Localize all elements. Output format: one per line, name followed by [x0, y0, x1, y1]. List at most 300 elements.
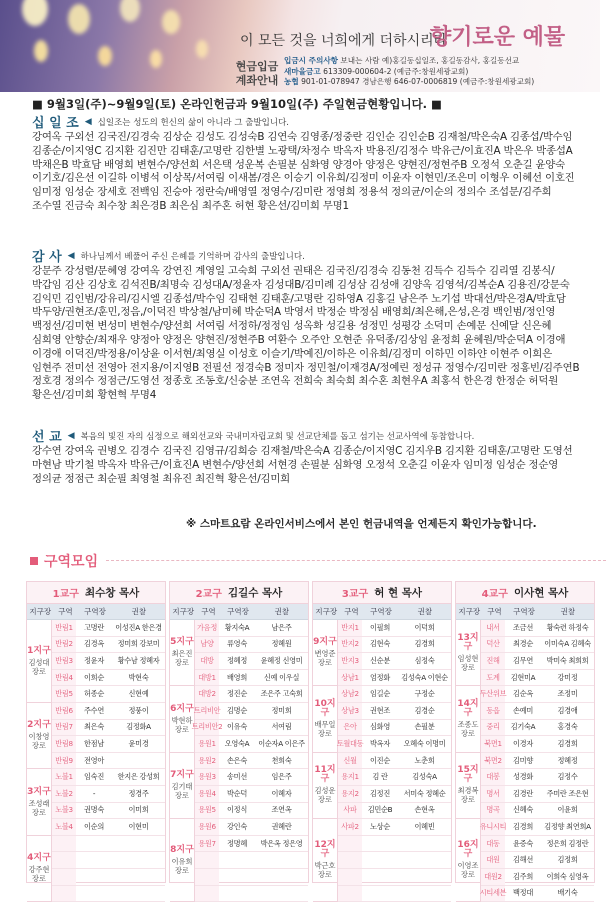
area-name — [338, 869, 362, 885]
area-leader: 신혜숙 — [505, 803, 541, 819]
table-row — [195, 637, 308, 654]
area-deacon: 천희숙 — [255, 753, 308, 769]
table-row — [52, 769, 165, 786]
column-header: 지구장 — [456, 604, 483, 619]
area-name: 반림9 — [52, 753, 76, 769]
column-header: 권찰 — [399, 604, 451, 619]
area-deacon — [112, 753, 165, 769]
area-name: 반지3 — [338, 653, 362, 669]
dashed-divider — [106, 560, 606, 561]
zone-cell — [456, 686, 480, 752]
area-leader: 박옥자 — [362, 736, 398, 752]
area-deacon — [398, 886, 451, 902]
zone-leader: 김성운 장로 — [313, 786, 337, 804]
area-deacon: 이미숙A 김혜숙 — [541, 637, 594, 653]
area-name: 반림5 — [52, 686, 76, 702]
zone-name: 15지구 — [456, 766, 480, 784]
table-row — [338, 736, 451, 753]
district-number: 3교구 — [342, 585, 368, 600]
area-deacon: 신예 이우실 — [255, 670, 308, 686]
area-deacon: 윤미경 — [112, 736, 165, 752]
area-name — [52, 836, 76, 852]
table-row — [195, 753, 308, 770]
brand-title: 향기로운 예물 — [430, 20, 565, 51]
table-row — [195, 736, 308, 753]
area-name: 용지1 — [338, 769, 362, 785]
area-name: 시티세븐 — [481, 886, 505, 902]
area-deacon: 정풍이 — [112, 703, 165, 719]
district-number: 2교구 — [196, 585, 222, 600]
district-pastor: 이사현 목사 — [514, 585, 568, 600]
district-number: 4교구 — [482, 585, 508, 600]
area-name: 두산위브 — [481, 686, 505, 702]
area-deacon: 한지은 강성희 — [112, 769, 165, 785]
offering-period-banner: ■ 9월3일(주)~9월9일(토) 온라인헌금과 9월10일(주) 주일현금현황입니다. ■ — [32, 96, 442, 112]
zone-cell — [170, 819, 194, 902]
zone-name: 16지구 — [456, 841, 480, 859]
area-leader: 신순분 — [362, 653, 398, 669]
zone-cell — [27, 703, 51, 769]
area-leader: 김주희 — [505, 869, 541, 885]
table-row — [52, 670, 165, 687]
table-row — [52, 736, 165, 753]
district-table — [169, 581, 309, 883]
column-header: 지구장 — [170, 604, 197, 619]
area-deacon — [112, 886, 165, 902]
table-row — [195, 703, 308, 720]
district-pastor: 허 현 목사 — [374, 585, 422, 600]
area-name: 대방2 — [195, 686, 219, 702]
area-deacon: 오혜숙 이명미 — [398, 736, 451, 752]
account-info — [284, 56, 534, 88]
area-name: 사파 — [338, 803, 362, 819]
donor-names: 강문주 강성렬/문혜영 강여옥 강연진 계영일 고숙희 구외선 권태은 김국진/김경숙 김동천 김득수 김득수 김리열 김봉식/박갑임 김산 김상호 김석진B/최명숙 김성대A/정윤자 김성대B/김미례 김성삼 김성애 김양옥 김영석/김복순A 김용진/강문숙 김익민 김인범/강유리/김시엘 김종섭/박수임 김태현 김태훈/고명란 김하영A 김홍길 남은주 노기섭 박대선/박은경A/박효담 박두양/권현조/훈민,정음,/이덕진 박상철/남미혜 박순덕A 박영서 박정순 박정심 배영희/최은해,은성,은경 백인범/정인영 백정선/김미현 변성미 변현수/양선희 서여림 서정하/정정임 성옥화 성길용 성정민 성평강 소덕미 손예문 신예달 신은혜 심희영 안향순/최재우 양정아 양정은 양현진/정현주B 여환수 오주안 오현준 유덕종/김상임 윤정희 윤혜원/박순덕A 이경애 이경애 이덕진/박정용/이상윤 이서현/최영실 이성호 이슬기/박예진/이하은 이유희/김정미 이하민 이하얀 이현주 이희은 임현주 전미선 전영아 전지용/이지영B 전필선 정경숙B 정미자 정민철/이재경A/정예린 정성규 정영수/김미란 정홍빈/김주연B 정호경 정의수 정점근/도영선 정종호 조동호/신숭분 조연옥 전희숙 최숙희 최수혼 최현우A 최홍석 한은경 한정순 허덕원 황은선/김미희 황현혁 무명4 — [32, 265, 580, 403]
area-name: 반림7 — [52, 720, 76, 736]
area-deacon: 권혜란 — [255, 819, 308, 835]
area-leader: 권현조 — [362, 703, 398, 719]
area-name: 대방 — [195, 653, 219, 669]
area-name: 반림8 — [52, 736, 76, 752]
area-name: 반림2 — [52, 637, 76, 653]
area-deacon — [255, 886, 308, 902]
area-name: 북면2 — [481, 753, 505, 769]
area-leader: 이순의 — [76, 819, 112, 835]
area-deacon: 임은주 — [255, 769, 308, 785]
area-leader: 최은숙 — [76, 720, 112, 736]
table-row — [52, 886, 165, 902]
zone-leader: 이창영 장로 — [27, 732, 51, 750]
zone-name: 12지구 — [313, 841, 337, 859]
table-row — [481, 653, 594, 670]
table-row — [52, 620, 165, 637]
area-leader — [362, 852, 398, 868]
area-leader: 오영숙A — [219, 736, 255, 752]
area-name: 반림6 — [52, 703, 76, 719]
zone-cell — [170, 753, 194, 819]
column-header: 지구장 — [27, 604, 54, 619]
district-table — [26, 581, 166, 883]
district-number: 1교구 — [53, 585, 79, 600]
zone-leader: 변영준 장로 — [313, 649, 337, 667]
section-title: 십 일 조 — [32, 112, 79, 131]
area-deacon: 이윤희 — [541, 803, 594, 819]
table-row — [481, 836, 594, 853]
area-deacon: 노춘희 — [398, 753, 451, 769]
area-deacon: 정미희 강보미 — [112, 637, 165, 653]
area-deacon: 정혜원 — [255, 637, 308, 653]
area-name: 노블1 — [52, 769, 76, 785]
area-name: 도계 — [481, 670, 505, 686]
district-header — [170, 582, 308, 604]
section-thanks — [32, 246, 580, 403]
table-row — [338, 720, 451, 737]
zone-cell — [27, 769, 51, 835]
zone-name: 13지구 — [456, 634, 480, 652]
section-mission — [32, 426, 580, 486]
area-deacon: 주미란 조은현 — [541, 786, 594, 802]
area-leader: 권명숙 — [76, 803, 112, 819]
area-leader: 이희순 — [76, 670, 112, 686]
area-leader: 강인숙 — [219, 819, 255, 835]
table-row — [195, 786, 308, 803]
table-row — [481, 686, 594, 703]
table-row — [52, 803, 165, 820]
zone-name: 3지구 — [27, 788, 51, 797]
area-leader: 이정식 — [219, 803, 255, 819]
area-leader: 황지숙A — [219, 620, 255, 636]
area-name: 노블3 — [52, 803, 76, 819]
zone-cell — [456, 753, 480, 819]
area-deacon: 이미희 — [112, 803, 165, 819]
zone-leader: 이영조 장로 — [456, 861, 480, 879]
area-name: 토월대동 — [338, 736, 362, 752]
table-row — [52, 869, 165, 886]
area-leader: 한점남 — [76, 736, 112, 752]
area-deacon: 서미숙 정혜순 — [398, 786, 451, 802]
area-leader: 김미향 — [505, 753, 541, 769]
table-row — [338, 670, 451, 687]
area-deacon: 김정수 — [541, 769, 594, 785]
area-name: 상남3 — [338, 703, 362, 719]
table-row — [481, 786, 594, 803]
donor-names: 강수연 강여옥 권병오 김경수 김국진 김영규/김희승 김재철/박은숙A 김종순/이지영C 김지우B 김지환 김태훈/고명란 도영선 마현남 박기철 박옥자 박유근/이효진A 변현수/양선희 서현경 손필분 심화영 오정석 오춘길 이윤자 임미정 임성순 정순영 정의균 정점근 최순필 최영철 최유진 최진혁 황은선/김미희 — [32, 445, 580, 486]
table-row — [338, 869, 451, 886]
chevron-right-icon: ◀ — [85, 117, 92, 127]
table-row — [481, 869, 594, 886]
section-subtitle: 십일조는 성도의 헌신의 삶이 아니라 그 출발입니다. — [98, 116, 289, 128]
zone-name: 4지구 — [27, 854, 51, 863]
donor-names: 강여옥 구외선 김국진/김경숙 김상순 김성도 김성숙B 김연숙 김영종/정중란 김인순 김인순B 김재철/박은숙A 김종섭/박수임 김종순/이지영C 김지환 김진만 김태훈/고명란 김한별 노광택/차정수 박옥자 박용진/김정수 박유근/이효진A 박은우 박종섭A 박채은B 박효담 배영희 변현수/양선희 서은택 성운복 손필분 심화영 양경아 양정은 양현진/정현주B 오정석 오춘길 윤양숙 이기호/김은선 이길하 이병석 이상목/서여림 이새봄/경은 이승기 이유희/김정미 이윤자 이현민/조은미 이형우 이혜선 이호진 임미정 임성순 장세호 전백임 진승아 정란숙/배영열 정영수/김미란 정영희 정용석 정의균/이순의 정의수 조섭문/김주희 조수열 진금숙 최수창 최은경B 최은심 최주혼 허현 황은선/김미희 무명1 — [32, 131, 580, 214]
area-name: 용원7 — [195, 836, 219, 852]
table-row — [338, 836, 451, 853]
table-row — [52, 786, 165, 803]
chevron-right-icon: ◀ — [68, 431, 75, 441]
column-header: 권찰 — [256, 604, 308, 619]
area-name — [52, 852, 76, 868]
zone-cell — [456, 620, 480, 686]
section-title: 감 사 — [32, 246, 62, 265]
table-row — [195, 819, 308, 836]
column-header: 구역 — [197, 604, 221, 619]
table-row — [338, 703, 451, 720]
table-row — [52, 686, 165, 703]
table-row — [481, 637, 594, 654]
area-deacon — [398, 836, 451, 852]
column-header: 구역장 — [363, 604, 398, 619]
table-row — [338, 686, 451, 703]
area-leader: 정명혜 — [219, 836, 255, 852]
column-header: 구역 — [54, 604, 78, 619]
table-row — [195, 620, 308, 637]
zone-leader: 최은진 장로 — [170, 649, 194, 667]
area-deacon: 이혜자 — [255, 786, 308, 802]
table-row — [338, 753, 451, 770]
table-row — [195, 653, 308, 670]
zone-name: 11지구 — [313, 766, 337, 784]
area-leader — [219, 869, 255, 885]
area-leader: 전영아 — [76, 753, 112, 769]
table-row — [338, 852, 451, 869]
district-header — [456, 582, 594, 604]
table-row — [338, 620, 451, 637]
area-leader — [362, 886, 398, 902]
area-leader: 백정대 — [505, 886, 541, 902]
table-row — [52, 720, 165, 737]
zone-name: 5지구 — [170, 638, 194, 647]
table-row — [195, 686, 308, 703]
area-leader: 최경순 — [505, 637, 541, 653]
area-deacon: 김경희 — [398, 637, 451, 653]
area-leader — [362, 836, 398, 852]
slogan: 이 모든 것을 너희에게 더하시리라 — [240, 30, 447, 50]
area-name: 명곡 — [481, 803, 505, 819]
area-leader: - — [76, 786, 112, 802]
area-deacon: 조정미 — [541, 686, 594, 702]
column-header: 권찰 — [113, 604, 165, 619]
area-deacon: 서여림 — [255, 720, 308, 736]
district-table — [455, 581, 595, 883]
zone-cell — [170, 686, 194, 752]
table-row — [195, 869, 308, 886]
section-subtitle: 하나님께서 베풀어 주신 은혜를 기억하며 감사의 출발입니다. — [81, 250, 305, 262]
account-line: 농협 901-01-078947 경남은행 646-07-0006819 (예금주:창원세광교회) — [284, 77, 534, 88]
area-name: 대봉 — [481, 769, 505, 785]
area-leader: 김기숙A — [505, 720, 541, 736]
table-row — [338, 769, 451, 786]
table-row — [52, 653, 165, 670]
area-deacon — [398, 869, 451, 885]
area-name: 은아 — [338, 720, 362, 736]
area-name: 유니시티 — [481, 819, 505, 835]
area-name: 용지2 — [338, 786, 362, 802]
zone-cell — [27, 836, 51, 902]
area-name: 중리 — [481, 720, 505, 736]
chevron-right-icon: ◀ — [68, 251, 75, 261]
table-row — [195, 836, 308, 853]
area-leader: 김정진 — [362, 786, 398, 802]
area-name: 가음정 — [195, 620, 219, 636]
area-leader: 임길순 — [362, 686, 398, 702]
area-leader — [76, 886, 112, 902]
area-name: 용원1 — [195, 736, 219, 752]
area-deacon: 김경순 — [398, 703, 451, 719]
area-leader: 송미선 — [219, 769, 255, 785]
zone-name: 7지구 — [170, 771, 194, 780]
area-name: 대원 — [481, 852, 505, 868]
area-deacon: 김경희 — [541, 736, 594, 752]
area-name: 남양 — [195, 637, 219, 653]
area-name: 노블2 — [52, 786, 76, 802]
groups-title: 구역모임 — [44, 551, 98, 571]
zone-leader: 김성대 장로 — [27, 658, 51, 676]
table-row — [481, 819, 594, 836]
table-row — [338, 637, 451, 654]
table-row — [481, 703, 594, 720]
account-line: 새마을금고 613309-000604-2 (예금주:창원세광교회) — [284, 67, 534, 78]
area-leader — [76, 852, 112, 868]
area-leader: 손은숙 — [219, 753, 255, 769]
column-header: 구역장 — [77, 604, 112, 619]
area-deacon: 김정희 — [541, 852, 594, 868]
table-row — [52, 819, 165, 836]
zone-cell — [456, 819, 480, 902]
area-leader: 정진순 — [219, 686, 255, 702]
zone-cell — [170, 620, 194, 686]
zone-leader: 강주현 장로 — [27, 865, 51, 883]
area-deacon: 박미숙 최희희 — [541, 653, 594, 669]
area-deacon: 김정화A — [112, 720, 165, 736]
online-service-note: ※ 스마트요람 온라인서비스에서 본인 헌금내역을 언제든지 확인가능합니다. — [186, 516, 537, 531]
area-leader: 김무연 — [505, 653, 541, 669]
area-leader: 이유숙 — [219, 720, 255, 736]
area-name — [195, 852, 219, 868]
area-leader: 주수연 — [76, 703, 112, 719]
column-headers — [27, 604, 165, 620]
area-leader: 김현미A — [505, 670, 541, 686]
area-deacon: 윤혜정 신영미 — [255, 653, 308, 669]
table-row — [195, 670, 308, 687]
area-deacon: 홍경숙 — [541, 720, 594, 736]
account-title: 현금입금 계좌안내 — [232, 60, 282, 88]
area-name — [338, 886, 362, 902]
area-leader: 김경란 — [505, 786, 541, 802]
area-name — [338, 852, 362, 868]
area-name: 사파2 — [338, 819, 362, 835]
zone-name: 2지구 — [27, 721, 51, 730]
zone-leader: 최경복 장로 — [456, 786, 480, 804]
area-name: 반림1 — [52, 620, 76, 636]
zone-name: 1지구 — [27, 647, 51, 656]
area-deacon: 정은희 김정란 — [541, 836, 594, 852]
area-deacon: 배기숙 — [541, 886, 594, 902]
area-name — [338, 836, 362, 852]
area-name: 트리비안2 — [195, 720, 219, 736]
area-leader: 성경화 — [505, 769, 541, 785]
zone-leader: 박현하 장로 — [170, 716, 194, 734]
column-headers — [170, 604, 308, 620]
area-deacon: 이희숙 심영옥 — [541, 869, 594, 885]
area-leader — [219, 852, 255, 868]
zone-leader: 김기태 장로 — [170, 782, 194, 800]
area-deacon — [255, 869, 308, 885]
table-row — [195, 886, 308, 902]
area-name: 용원4 — [195, 786, 219, 802]
area-leader: 정혜정 — [219, 653, 255, 669]
area-deacon: 강미정 — [541, 670, 594, 686]
zone-name: 10지구 — [313, 700, 337, 718]
area-name: 진해 — [481, 653, 505, 669]
district-header — [313, 582, 451, 604]
table-row — [52, 637, 165, 654]
area-leader: 김해선 — [505, 852, 541, 868]
area-leader: 정윤자 — [76, 653, 112, 669]
area-leader: 허종순 — [76, 686, 112, 702]
area-leader: 김민순B — [362, 803, 398, 819]
area-deacon: 정경주 — [112, 786, 165, 802]
area-deacon: 손필분 — [398, 720, 451, 736]
zone-cell — [313, 620, 337, 686]
section-subtitle: 복음의 빛진 자의 심정으로 해외선교와 국내미자립교회 및 선교단체를 돕고 섬기는 선교사역에 동참합니다. — [81, 430, 475, 442]
section-title: 선 교 — [32, 426, 62, 445]
zone-cell — [313, 753, 337, 819]
area-name: 신월 — [338, 753, 362, 769]
area-name: 용원2 — [195, 753, 219, 769]
table-row — [481, 886, 594, 902]
area-leader: 김경희 — [505, 819, 541, 835]
area-name: 대방1 — [195, 670, 219, 686]
area-name: 반림3 — [52, 653, 76, 669]
table-row — [481, 670, 594, 687]
table-row — [338, 786, 451, 803]
area-deacon: 신현예 — [112, 686, 165, 702]
area-deacon — [112, 869, 165, 885]
square-icon — [30, 557, 38, 565]
account-line: 입금시 주의사항 보내는 사람 예)홍길동십일조, 홍길동감사, 홍길동선교 — [284, 56, 534, 67]
area-leader: 엄정화 — [362, 670, 398, 686]
table-row — [195, 720, 308, 737]
area-deacon: 손현옥 — [398, 803, 451, 819]
column-header: 구역 — [483, 604, 507, 619]
groups-heading — [30, 551, 98, 571]
area-leader: 임숙진 — [76, 769, 112, 785]
zone-leader: 배무일 장로 — [313, 720, 337, 738]
area-name — [52, 886, 76, 902]
area-deacon: 박현숙 — [112, 670, 165, 686]
area-deacon: 황숙련 하정숙 — [541, 620, 594, 636]
table-row — [481, 620, 594, 637]
table-row — [195, 769, 308, 786]
area-name: 상남1 — [338, 670, 362, 686]
area-leader: 김명순 — [219, 703, 255, 719]
table-row — [195, 803, 308, 820]
area-deacon: 구정순 — [398, 686, 451, 702]
area-deacon: 황수남 정혜자 — [112, 653, 165, 669]
table-row — [481, 720, 594, 737]
table-row — [52, 753, 165, 770]
area-leader: 김 란 — [362, 769, 398, 785]
area-name: 노블4 — [52, 819, 76, 835]
area-deacon: 정혜정 — [541, 753, 594, 769]
area-name: 용원5 — [195, 803, 219, 819]
area-deacon: 이덕희 — [398, 620, 451, 636]
area-name: 동읍 — [481, 703, 505, 719]
area-name — [52, 869, 76, 885]
area-deacon: 남은주 — [255, 620, 308, 636]
area-name: 용원3 — [195, 769, 219, 785]
area-deacon — [112, 836, 165, 852]
area-deacon: 김성숙A 이현순 — [398, 670, 451, 686]
district-pastor: 김길수 목사 — [228, 585, 282, 600]
